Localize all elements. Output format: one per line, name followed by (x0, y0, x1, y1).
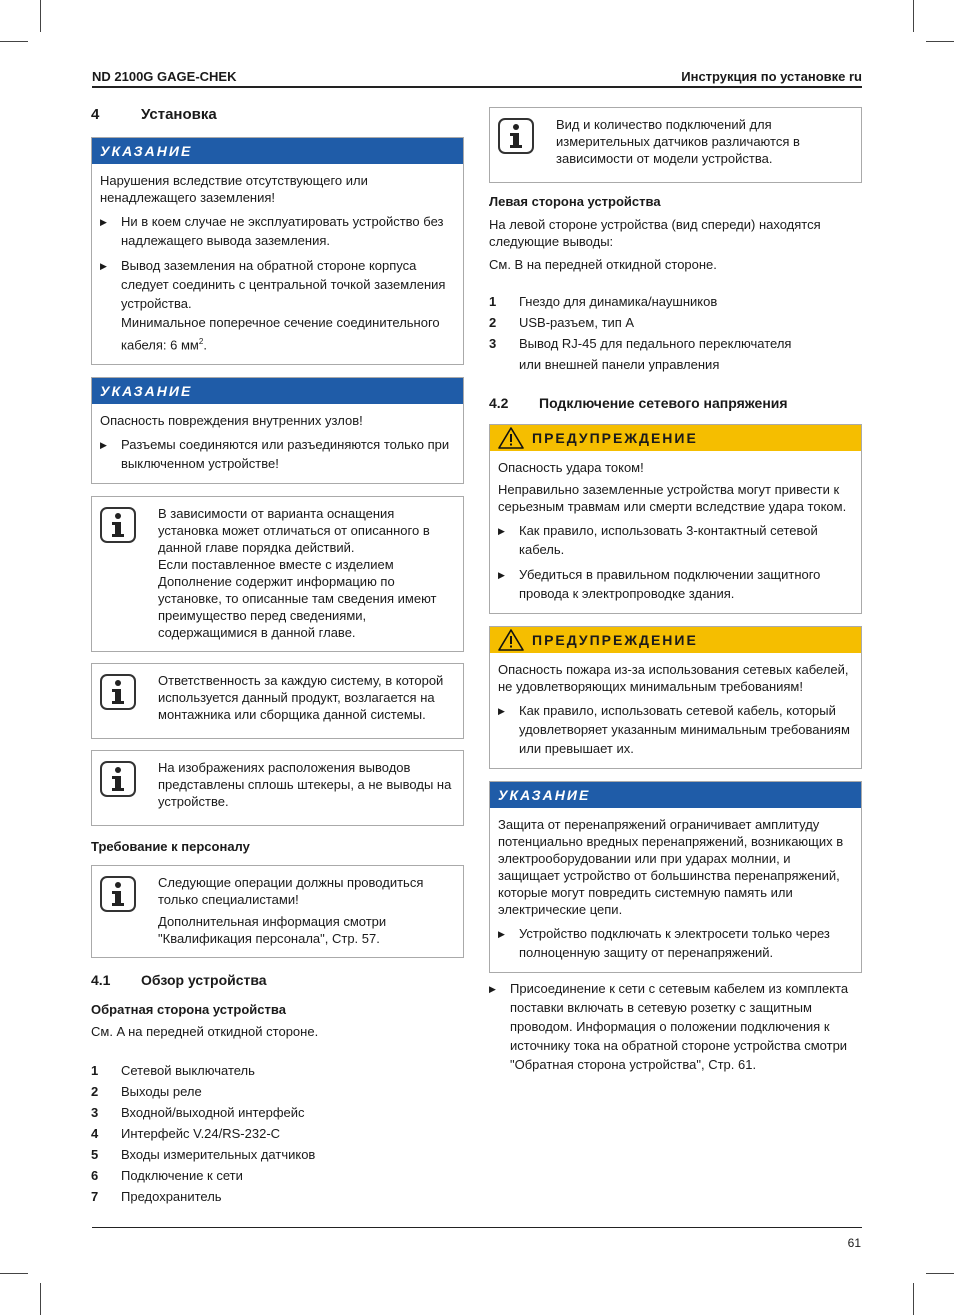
section-number: 4.2 (489, 395, 509, 411)
personnel-heading: Требование к персоналу (91, 839, 250, 855)
warning-label: ПРЕДУПРЕЖДЕНИЕ (532, 632, 698, 648)
list-item: 1 Гнездо для динамика/наушников (489, 294, 718, 309)
info-text: Ответственность за каждую систему, в которой используется данный продукт, возлагается на монтажника или сборщика данной системы. (158, 673, 444, 723)
header-rule (92, 86, 862, 88)
warning-bar (490, 425, 861, 451)
bullet-item (100, 435, 455, 473)
crop-mark (926, 1273, 954, 1274)
crop-mark (40, 1283, 41, 1315)
info-text: Следующие операции должны проводиться только специалистами! (158, 875, 424, 908)
info-box (91, 496, 464, 652)
warning-text: Неправильно заземленные устройства могут привести к серьезным травмам или смерти вследствие удара током. (498, 482, 847, 514)
header-product-name: ND 2100G GAGE-CHEK (92, 69, 237, 84)
section-title: Подключение сетевого напряжения (539, 395, 788, 411)
section-number: 4 (91, 106, 100, 123)
info-box (91, 865, 464, 958)
back-side-text: См. A на передней откидной стороне. (91, 1024, 319, 1040)
crop-mark (913, 1283, 914, 1315)
note-label: УКАЗАНИЕ (490, 782, 861, 808)
bullet-text: Как правило, использовать сетевой кабель, который удовлетворяет указанным минимальным требованиям или превышает их. (519, 703, 850, 756)
warning-triangle-icon (498, 427, 524, 449)
warning-text: Опасность удара током! (498, 460, 644, 475)
footer-rule (92, 1227, 862, 1228)
bullet-text: Минимальное поперечное сечение соединительного кабеля: 6 мм (121, 315, 440, 353)
info-icon (100, 874, 158, 947)
section-heading-4-2 (489, 395, 862, 411)
warning-box (489, 424, 862, 614)
note-box (489, 781, 862, 973)
bullet-text: Убедиться в правильном подключении защитного провода к электропроводке здания. (519, 567, 821, 601)
bullet-item (498, 521, 853, 559)
arrow-bullet-icon: ▶ (100, 261, 107, 271)
left-side-text: На левой стороне устройства (вид спереди) находятся следующие выводы: (489, 217, 821, 249)
list-item: 5 Входы измерительных датчиков (91, 1147, 316, 1163)
back-side-heading: Обратная сторона устройства (91, 1002, 286, 1018)
crop-mark (0, 1273, 28, 1274)
note-text: Нарушения вследствие отсутствующего или ненадлежащего заземления! (100, 173, 368, 205)
info-text: Вид и количество подключений для измерительных датчиков различаются в зависимости от модели устройства. (556, 117, 800, 166)
bullet-item (498, 565, 853, 603)
warning-text: Опасность пожара из-за использования сетевых кабелей, не удовлетворяющих минимальным требованиям! (498, 662, 849, 694)
crop-mark (926, 41, 954, 42)
arrow-bullet-icon: ▶ (100, 217, 107, 227)
left-side-heading: Левая сторона устройства (489, 194, 661, 209)
back-side-list (91, 1060, 464, 1207)
list-item: 3 Входной/выходной интерфейс (91, 1105, 305, 1121)
page-number: 61 (847, 1236, 861, 1250)
warning-box (489, 626, 862, 769)
bullet-item (498, 701, 853, 758)
note-box (91, 377, 464, 484)
bullet-text: Разъемы соединяются или разъединяются только при выключенном устройстве! (121, 437, 450, 472)
arrow-bullet-icon: ▶ (100, 440, 107, 451)
info-text: Если поставленное вместе с изделием Дополнение содержит информацию по установке, то описанные там сведения имеют преимущество перед сведениями, содержащимися в данной главе. (158, 557, 437, 641)
info-text: На изображениях расположения выводов представлены сплошь штекеры, а не выводы на устройстве. (158, 760, 452, 810)
list-item: 3 Вывод RJ-45 для педального переключателя (489, 336, 792, 351)
crop-mark (0, 41, 28, 42)
bullet-text-end: . (203, 337, 207, 353)
warning-bar (490, 627, 861, 653)
list-item: 2 Выходы реле (91, 1084, 202, 1100)
info-icon (100, 505, 158, 641)
arrow-bullet-icon: ▶ (489, 984, 496, 994)
bullet-item (100, 256, 455, 354)
section-heading-4-1 (91, 972, 464, 988)
bullet-text: Вывод заземления на обратной стороне корпуса следует соединить с центральной точкой заземления устройства. (121, 258, 446, 311)
left-side-list (489, 291, 862, 375)
info-box (91, 750, 464, 826)
info-text: Дополнительная информация смотри "Квалификация персонала", Стр. 57. (158, 914, 387, 947)
crop-mark (913, 0, 914, 32)
note-label: УКАЗАНИЕ (92, 138, 463, 164)
note-text: Защита от перенапряжений ограничивает амплитуду потенциально вредных перенапряжений, возникающих в электрооборудовании или при ударах молнии, и защищает устройство от большинства перенапряжений, которые могут повредить системную память или электрические цепи. (498, 817, 844, 917)
list-item: или внешней панели управления (519, 357, 720, 372)
info-icon (498, 116, 556, 172)
header-doc-title: Инструкция по установке ru (681, 69, 862, 84)
info-icon (100, 759, 158, 815)
info-text: В зависимости от варианта оснащения установка может отличаться от описанного в данной главе порядка действий. (158, 506, 430, 556)
list-item: 1 Сетевой выключатель (91, 1063, 255, 1079)
list-item: 7 Предохранитель (91, 1189, 222, 1205)
bullet-item (498, 924, 853, 962)
right-column (489, 106, 862, 1074)
note-label: УКАЗАНИЕ (92, 378, 463, 404)
bullet-text: Ни в коем случае не эксплуатировать устройство без надлежащего вывода заземления. (121, 214, 444, 248)
warning-label: ПРЕДУПРЕЖДЕНИЕ (532, 430, 698, 446)
arrow-bullet-icon: ▶ (498, 929, 505, 939)
section-title: Установка (141, 106, 217, 123)
list-item: 2 USB-разъем, тип A (489, 315, 635, 330)
procedure-text: Присоединение к сети с сетевым кабелем из комплекта поставки включать в сетевую розетку с защитным проводом. Информация о положении подключения к источнику тока на обратной стороне устройства смотри "Обратная сторона устройства", Стр. 61. (510, 981, 849, 1072)
list-item: 4 Интерфейс V.24/RS-232-C (91, 1126, 281, 1142)
info-box (91, 663, 464, 739)
info-box (489, 107, 862, 183)
arrow-bullet-icon: ▶ (498, 706, 505, 716)
section-number: 4.1 (91, 972, 111, 989)
info-icon (100, 672, 158, 728)
crop-mark (40, 0, 41, 32)
superscript: 2 (198, 337, 204, 346)
bullet-text: Устройство подключать к электросети только через полноценную защиту от перенапряжений. (519, 926, 830, 960)
warning-triangle-icon (498, 629, 524, 651)
note-text: Опасность повреждения внутренних узлов! (100, 413, 363, 429)
procedure-step (489, 979, 862, 1074)
section-title: Обзор устройства (141, 972, 267, 989)
bullet-text: Как правило, использовать 3-контактный сетевой кабель. (519, 523, 818, 557)
section-heading-4 (91, 106, 464, 123)
note-box (91, 137, 464, 365)
bullet-item (100, 212, 455, 250)
arrow-bullet-icon: ▶ (498, 570, 505, 580)
left-column (91, 106, 464, 1207)
left-side-text: См. B на передней откидной стороне. (489, 257, 717, 272)
list-item: 6 Подключение к сети (91, 1168, 243, 1184)
arrow-bullet-icon: ▶ (498, 526, 505, 536)
